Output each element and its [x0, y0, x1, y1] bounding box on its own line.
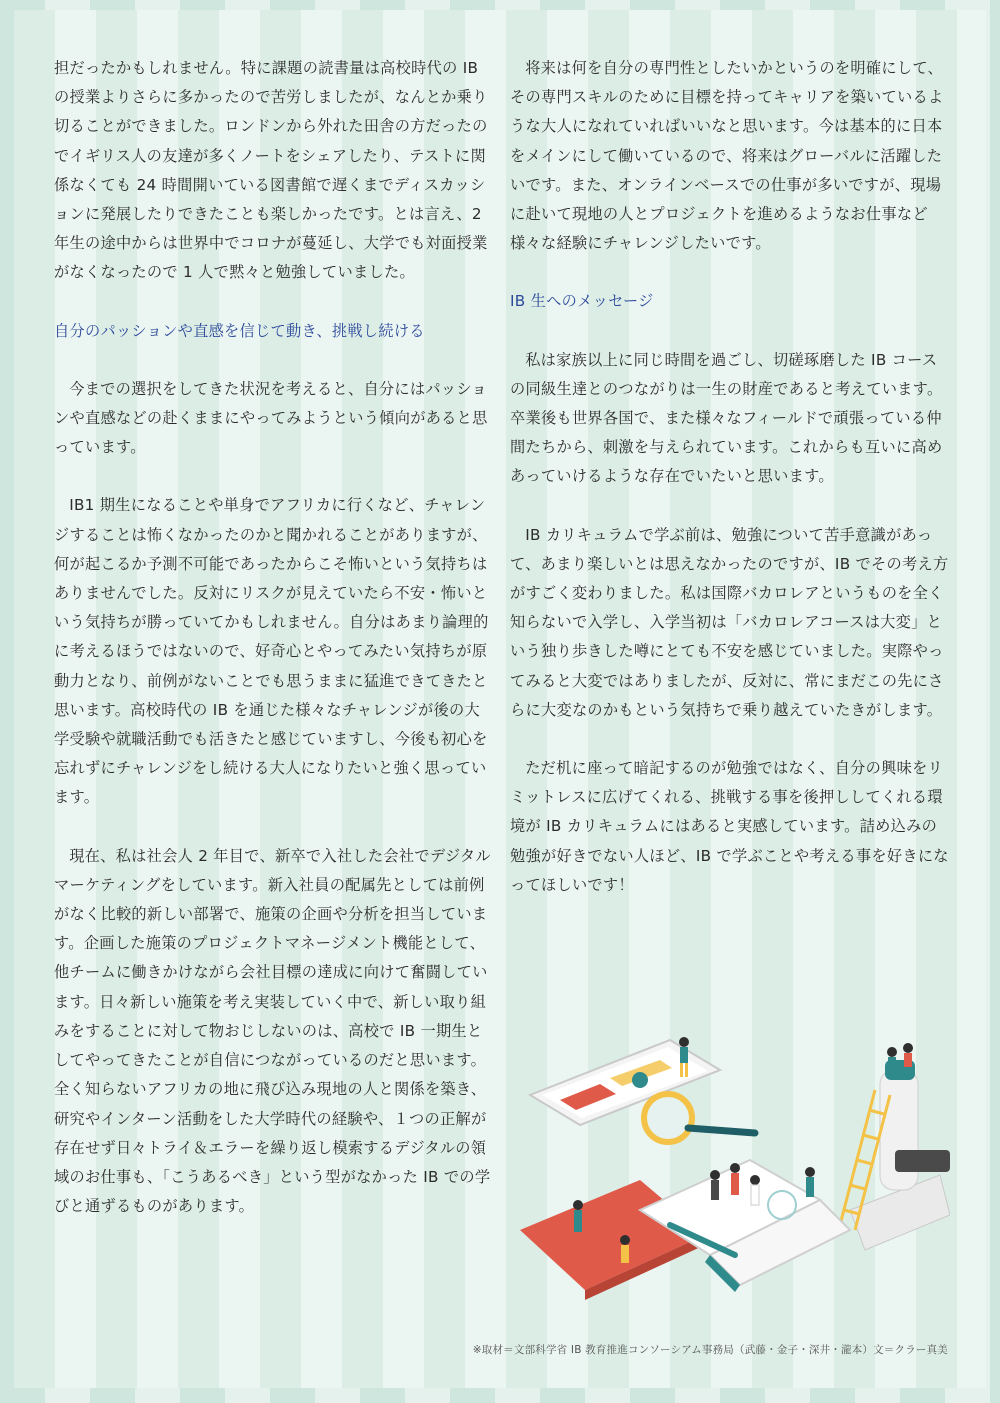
left-paragraph-1: 担だったかもしれません。特に課題の読書量は高校時代の IB の授業よりさらに多かったので苦労しましたが、なんとか乗り切ることができました。ロンドンから外れた田舎の方だったのでイギリス人の友達が多くノートをシェアしたり、テストに関係なくても 24 時間開いている図書館で遅くまでディスカッションに発展したりできたことも楽しかったです。とは言え、2 年生の途中からは世界中でコロナが蔓延し、大学でも対面授業がなくなったので 1 人で黙々と勉強していました。: [54, 59, 488, 282]
magnifier-icon: [644, 1094, 755, 1142]
left-paragraph-2: 今までの選択をしてきた状況を考えると、自分にはパッションや直感などの赴くままにやってみようという傾向があると思っています。: [54, 379, 488, 457]
right-paragraph-2: 私は家族以上に同じ時間を過ごし、切磋琢磨した IB コースの同級生達とのつながりは一生の財産であると考えています。卒業後も世界各国で、また様々なフィールドで頑張っている仲間たちから、刺激を与えられています。これからも互いに高めあっていけるような存在でいたいと思います。: [510, 350, 943, 486]
right-paragraph-1: 将来は何を自分の専門性としたいかというのを明確にして、その専門スキルのために目標を持ってキャリアを築いているような大人になれていればいいなと思います。今は基本的に日本をメインにして働いているので、将来はグローバルに活躍したいです。また、オンラインベースでの仕事が多いですが、現場に赴いて現地の人とプロジェクトを進めるようなお仕事など様々な経験にチャレンジしたいです。: [510, 59, 944, 253]
section-heading-message: IB 生へのメッセージ: [510, 292, 654, 311]
right-paragraph-3: IB カリキュラムで学ぶ前は、勉強について苦手意識があって、あまり楽しいとは思えなかったのですが、IB でその考え方がすごく変わりました。私は国際バカロレアというものを全く知らないで入学し、入学当初は「バカロレアコースは大変」という独り歩きした噂にとても不安を感じていました。実際やってみると大変ではありましたが、反対に、常にまだこの先にさらに大変なのかもという気持ちで乗り越えていたきがします。: [510, 525, 949, 719]
right-paragraph-4: ただ机に座って暗記するのが勉強ではなく、自分の興味をリミットレスに広げてくれる、挑戦する事を後押ししてくれる環境が IB カリキュラムにはあると実感しています。詰め込みの勉強が好きでない人ほど、IB で学ぶことや考える事を好きになってほしいです！: [510, 759, 949, 894]
credit-line: ※取材＝文部科学省 IB 教育推進コンソーシアム事務局（武藤・金子・深井・瀧本）文＝クラー真美: [472, 1344, 948, 1356]
section-heading-passion: 自分のパッションや直感を信じて動き、挑戦し続ける: [54, 321, 425, 340]
microscope-icon: [850, 1060, 950, 1250]
left-paragraph-4: 現在、私は社会人 2 年目で、新卒で入社した会社でデジタルマーケティングをしています。新入社員の配属先としては前例がなく比較的新しい部署で、施策の企画や分析を担当しています。企画した施策のプロジェクトマネージメント機能として、他チームに働きかけながら会社目標の達成に向けて奮闘しています。日々新しい施策を考え実装していく中で、新しい取り組みをすることに対して物おじしないのは、高校で IB 一期生としてやってきたことが自信につながっているのだと思います。全く知らないアフリカの地に飛び込み現地の人と関係を築き、研究やインターン活動をした大学時代の経験や、１つの正解が存在せず日々トライ＆エラーを繰り返し模索するデジタルの領域のお仕事も、「こうあるべき」という型がなかった IB での学びと通ずるものがあります。: [54, 846, 491, 1216]
left-paragraph-3: IB1 期生になることや単身でアフリカに行くなど、チャレンジすることは怖くなかったのかと聞かれることがありますが、何が起こるか予測不可能であったからこそ怖いという気持ちはありませんでした。反対にリスクが見えていたら不安・怖いという気持ちが勝っていてかもしれません。自分はあまり論理的に考えるほうではないので、好奇心とやってみたい気持ちが原動力となり、前例がないことでも思うままに猛進できてきたと思います。高校時代の IB を通じた様々なチャレンジが後の大学受験や就職活動でも活きたと感じていますし、今後も初心を忘れずにチャレンジをし続ける大人になりたいと強く思っています。: [54, 496, 489, 807]
education-illustration: [520, 1000, 950, 1310]
right-column: [510, 54, 950, 900]
left-column: [54, 54, 494, 1221]
